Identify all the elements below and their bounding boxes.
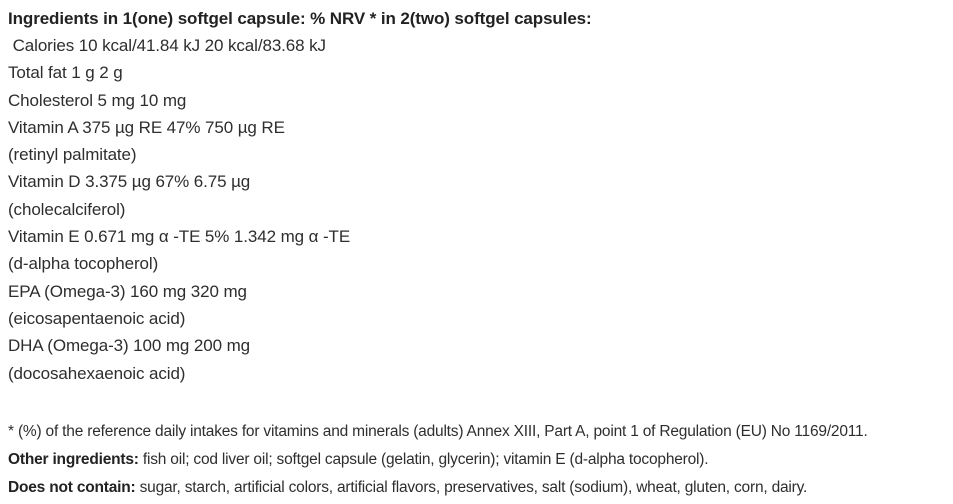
other-ingredients-label: Other ingredients: — [8, 450, 139, 468]
nutrition-line-vitamin-e-source: (d-alpha tocopherol) — [8, 254, 159, 274]
nutrition-line-vitamin-d: Vitamin D 3.375 µg 67% 6.75 µg — [8, 172, 251, 192]
does-not-contain-label: Does not contain: — [8, 478, 136, 496]
nutrition-line-vitamin-a: Vitamin A 375 µg RE 47% 750 µg RE — [8, 117, 285, 137]
does-not-contain-line — [8, 474, 945, 502]
footnotes — [8, 418, 945, 502]
nutrition-line-vitamin-e: Vitamin E 0.671 mg α -TE 5% 1.342 mg α -TE — [8, 227, 351, 247]
other-ingredients-text: fish oil; cod liver oil; softgel capsule (gelatin, glycerin); vitamin E (d-alpha tocopherol). — [138, 450, 709, 468]
other-ingredients-line — [8, 446, 945, 474]
nutrition-line-epa-source: (eicosapentaenoic acid) — [8, 308, 186, 328]
nutrition-line-total-fat: Total fat 1 g 2 g — [8, 63, 123, 83]
nrv-reference-footnote: * (%) of the reference daily intakes for vitamins and minerals (adults) Annex XIII, Part A, point 1 of Regulation (EU) No 1169/2011. — [8, 422, 868, 440]
nutrition-line-vitamin-d-source: (cholecalciferol) — [8, 199, 126, 219]
ingredients-header: Ingredients in 1(one) softgel capsule: % NRV * in 2(two) softgel capsules: — [8, 9, 592, 28]
nutrition-line-vitamin-a-source: (retinyl palmitate) — [8, 145, 137, 165]
nutrition-line-cholesterol: Cholesterol 5 mg 10 mg — [8, 90, 187, 110]
nutrition-line-dha: DHA (Omega-3) 100 mg 200 mg — [8, 336, 251, 356]
nutrition-line-dha-source: (docosahexaenoic acid) — [8, 363, 186, 383]
nutrition-line-calories: Calories 10 kcal/41.84 kJ 20 kcal/83.68 kJ — [8, 36, 326, 55]
does-not-contain-text: sugar, starch, artificial colors, artificial flavors, preservatives, salt (sodium), wheat, gluten, corn, dairy. — [135, 478, 808, 496]
nutrition-line-epa: EPA (Omega-3) 160 mg 320 mg — [8, 281, 247, 301]
